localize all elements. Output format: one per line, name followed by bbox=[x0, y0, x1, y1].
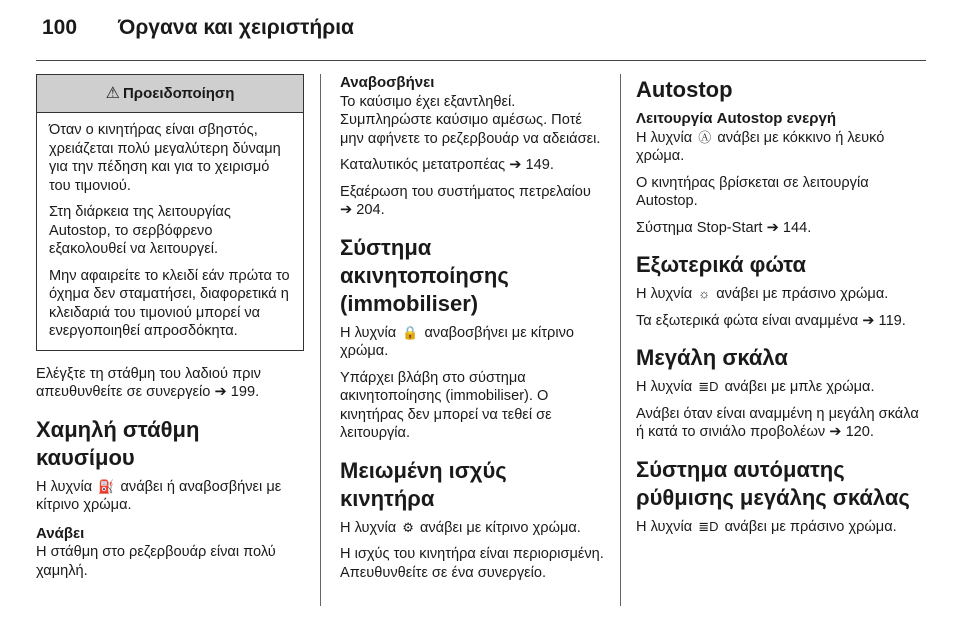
bleed-ref[interactable]: 204. bbox=[356, 202, 385, 218]
catalytic-ref[interactable]: 149. bbox=[525, 157, 554, 173]
exterior-lights-text bbox=[636, 285, 926, 304]
engine-power-icon: ⚙ bbox=[402, 519, 414, 535]
fuel-text-a: Η λυχνία bbox=[36, 478, 93, 495]
oil-check-label: Ελέγξτε τη στάθμη του λαδιού πριν απευθυνθείτε σε συνεργείο bbox=[36, 365, 261, 400]
page-ref-icon: ➔ bbox=[766, 219, 779, 236]
immobiliser-text bbox=[340, 324, 606, 361]
autostop-subheading: Λειτουργία Autostop ενεργή bbox=[636, 110, 836, 127]
autostop-text bbox=[636, 129, 926, 166]
bleed-label: Εξαέρωση του συστήματος πετρελαίου bbox=[340, 183, 591, 200]
high-beam-text-b: ανάβει με μπλε χρώμα. bbox=[724, 379, 875, 395]
auto-high-beam-icon: ≣D bbox=[698, 518, 719, 534]
oil-check-ref[interactable]: 199. bbox=[230, 384, 260, 400]
auto-high-beam-text-a: Η λυχνία bbox=[636, 518, 693, 535]
page-title: Όργανα και χειριστήρια bbox=[118, 16, 354, 39]
autostop-a-icon: Ⓐ bbox=[698, 129, 712, 145]
page-ref-icon: ➔ bbox=[340, 202, 353, 218]
reduced-power-heading: Μειωμένη ισχύς κινητήρα bbox=[340, 457, 507, 511]
stop-start-ref[interactable]: 144. bbox=[782, 219, 812, 236]
exterior-lights-icon: ☼ bbox=[698, 286, 711, 301]
auto-high-beam-text bbox=[636, 518, 926, 537]
autostop-mode-text: Ο κινητήρας βρίσκεται σε λειτουργία Autostop. bbox=[636, 174, 869, 209]
exterior-lights-text-a: Η λυχνία bbox=[636, 286, 693, 302]
blink-subheading: Αναβοσβήνει bbox=[340, 74, 435, 91]
immobiliser-text-b: αναβοσβήνει με κίτρινο χρώμα. bbox=[340, 324, 575, 359]
column-divider bbox=[620, 74, 621, 606]
immobiliser-fault-text: Υπάρχει βλάβη στο σύστημα ακινητοποίησης (immobiliser). Ο κινητήρας δεν μπορεί να τεθεί σε λειτουργία. bbox=[340, 369, 552, 441]
column-1 bbox=[36, 74, 304, 588]
column-divider bbox=[320, 74, 321, 606]
high-beam-ref[interactable]: 120. bbox=[845, 424, 874, 440]
exterior-lights-on-label: Τα εξωτερικά φώτα είναι αναμμένα bbox=[636, 312, 859, 329]
warning-icon: ⚠ bbox=[105, 85, 120, 102]
warning-paragraph: Όταν ο κινητήρας είναι σβηστός, χρειάζεται πολύ μεγαλύτερη δύναμη για την πέδηση και για το χειρισμό του τιμονιού. bbox=[49, 122, 281, 194]
autostop-heading: Autostop bbox=[636, 77, 733, 102]
page-ref-icon: ➔ bbox=[214, 384, 227, 400]
page-ref-icon: ➔ bbox=[862, 312, 875, 329]
column-3 bbox=[636, 74, 926, 544]
header-divider bbox=[36, 60, 926, 61]
warning-paragraph: Μην αφαιρείτε το κλειδί εάν πρώτα το όχημα δεν σταματήσει, διαφορετικά η κλειδαριά του τιμονιού μπορεί να ενεργοποιηθεί απροσδόκητα. bbox=[49, 267, 290, 339]
autostop-text-b: ανάβει με κόκκινο ή λευκό χρώμα. bbox=[636, 129, 885, 164]
exterior-lights-text-b: ανάβει με πράσινο χρώμα. bbox=[716, 286, 889, 302]
high-beam-text-a: Η λυχνία bbox=[636, 379, 693, 395]
warning-title: Προειδοποίηση bbox=[122, 85, 235, 102]
page-ref-icon: ➔ bbox=[829, 424, 842, 440]
blink-text: Το καύσιμο έχει εξαντληθεί. Συμπληρώστε καύσιμο αμέσως. Ποτέ μην αφήνετε το ρεζερβουάρ να αδειάσει. bbox=[340, 93, 601, 147]
fuel-on-subheading: Ανάβει bbox=[36, 524, 85, 542]
reduced-power-limited-text: Η ισχύς του κινητήρα είναι περιορισμένη. Απευθυνθείτε σε ένα συνεργείο. bbox=[340, 546, 604, 581]
warning-box bbox=[36, 74, 304, 351]
auto-high-beam-heading: Σύστημα αυτόματης ρύθμισης μεγάλης σκάλας bbox=[636, 456, 910, 510]
stop-start-ref-text bbox=[636, 219, 926, 238]
exterior-lights-ref[interactable]: 119. bbox=[878, 312, 906, 329]
stop-start-label: Σύστημα Stop-Start bbox=[636, 219, 763, 236]
column-2 bbox=[340, 74, 606, 590]
car-lock-icon: 🔒 bbox=[402, 324, 419, 340]
page-ref-icon: ➔ bbox=[509, 157, 522, 173]
page-number: 100 bbox=[42, 16, 78, 39]
reduced-power-text bbox=[340, 519, 606, 538]
warning-body bbox=[37, 113, 303, 350]
high-beam-heading: Μεγάλη σκάλα bbox=[636, 345, 788, 370]
oil-check-text bbox=[36, 365, 304, 402]
high-beam-on-label: Ανάβει όταν είναι αναμμένη η μεγάλη σκάλα ή κατά το σινιάλο προβολέων bbox=[636, 405, 919, 440]
reduced-power-text-b: ανάβει με κίτρινο χρώμα. bbox=[419, 519, 581, 536]
catalytic-label: Καταλυτικός μετατροπέας bbox=[340, 157, 506, 173]
immobiliser-text-a: Η λυχνία bbox=[340, 324, 397, 341]
high-beam-on-text bbox=[636, 405, 926, 442]
reduced-power-text-a: Η λυχνία bbox=[340, 519, 397, 536]
warning-paragraph: Στη διάρκεια της λειτουργίας Autostop, το σερβόφρενο εξακολουθεί να λειτουργεί. bbox=[49, 204, 231, 257]
catalytic-ref-text bbox=[340, 156, 606, 175]
fuel-heading: Χαμηλή στάθμη καυσίμου bbox=[36, 416, 200, 470]
fuel-text bbox=[36, 478, 304, 515]
bleed-ref-text bbox=[340, 183, 606, 220]
exterior-lights-heading: Εξωτερικά φώτα bbox=[636, 252, 807, 277]
high-beam-text bbox=[636, 378, 926, 397]
immobiliser-heading: Σύστημα ακινητοποίησης (immobiliser) bbox=[340, 234, 509, 316]
warning-header bbox=[37, 75, 303, 113]
auto-high-beam-text-b: ανάβει με πράσινο χρώμα. bbox=[724, 518, 897, 535]
autostop-text-a: Η λυχνία bbox=[636, 129, 693, 146]
fuel-text-b: ανάβει ή αναβοσβήνει με κίτρινο χρώμα. bbox=[36, 478, 282, 513]
high-beam-icon: ≣D bbox=[698, 379, 719, 394]
fuel-pump-icon: ⛽ bbox=[98, 478, 115, 494]
exterior-lights-on-text bbox=[636, 312, 926, 331]
page-header bbox=[36, 16, 924, 56]
fuel-on-text: Η στάθμη στο ρεζερβουάρ είναι πολύ χαμηλή. bbox=[36, 544, 276, 579]
